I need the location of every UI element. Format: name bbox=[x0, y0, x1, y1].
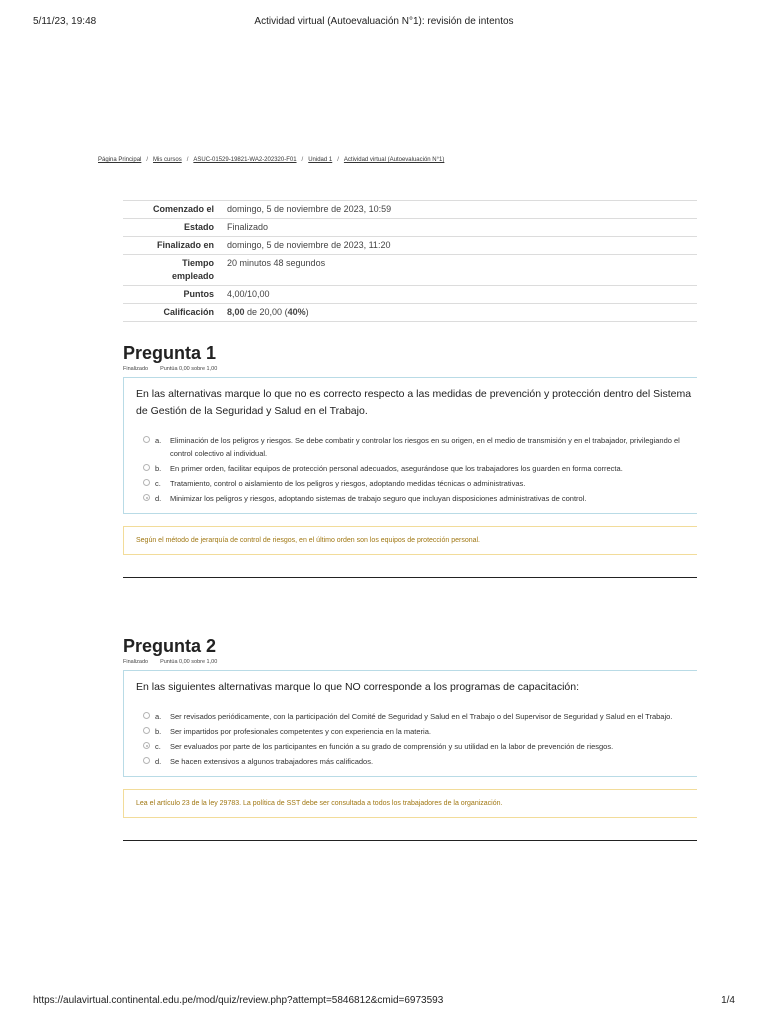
print-footer bbox=[33, 993, 735, 1009]
print-header bbox=[33, 14, 735, 32]
answer-option[interactable] bbox=[136, 755, 697, 768]
print-url: https://aulavirtual.continental.edu.pe/mod/quiz/review.php?attempt=5846812&cmid=6973593 bbox=[33, 995, 444, 1006]
question-status: Finalizado bbox=[123, 366, 149, 372]
option-letter: c. bbox=[155, 742, 161, 751]
summary-label: Calificación bbox=[163, 307, 214, 317]
option-text: Ser revisados periódicamente, con la participación del Comité de Seguridad y Salud en el Trabajo o del Supervisor de Seguridad y Salud en el Trabajo. bbox=[170, 712, 673, 721]
breadcrumb bbox=[98, 157, 444, 163]
grade-percent: 40% bbox=[287, 307, 306, 317]
question-title: Pregunta 2 bbox=[123, 636, 217, 656]
option-letter: d. bbox=[155, 757, 162, 766]
attempt-summary-table bbox=[123, 200, 697, 322]
radio-button[interactable] bbox=[143, 712, 150, 719]
radio-button-selected[interactable] bbox=[143, 742, 150, 749]
question-score: Puntúa 0,00 sobre 1,00 bbox=[160, 659, 218, 665]
option-text: Tratamiento, control o aislamiento de los peligros y riesgos, adoptando medidas técnicas o administrativas. bbox=[170, 479, 526, 488]
breadcrumb-home-link[interactable]: Página Principal bbox=[98, 157, 142, 163]
breadcrumb-separator: / bbox=[146, 157, 149, 163]
answer-option[interactable] bbox=[136, 434, 697, 460]
radio-button[interactable] bbox=[143, 757, 150, 764]
breadcrumb-unit-link[interactable]: Unidad 1 bbox=[308, 157, 333, 163]
breadcrumb-activity-link[interactable]: Actividad virtual (Autoevaluación N°1) bbox=[343, 157, 445, 163]
summary-row bbox=[123, 219, 697, 237]
breadcrumb-separator: / bbox=[301, 157, 304, 163]
question-text: En las siguientes alternativas marque lo que NO corresponde a los programas de capacitación: bbox=[136, 681, 579, 693]
summary-row bbox=[123, 201, 697, 219]
option-text: Ser impartidos por profesionales competentes y con experiencia en la materia. bbox=[170, 727, 431, 736]
answer-option[interactable] bbox=[136, 710, 697, 723]
grade-score: 8,00 bbox=[227, 307, 245, 317]
radio-button[interactable] bbox=[143, 436, 150, 443]
feedback-text: Lea el artículo 23 de la ley 29783. La política de SST debe ser consultada a todos los trabajadores de la organización. bbox=[136, 800, 503, 807]
radio-button-selected[interactable] bbox=[143, 494, 150, 501]
answer-option[interactable] bbox=[136, 477, 697, 490]
option-text: Minimizar los peligros y riesgos, adoptando sistemas de trabajo seguro que incluyan disposiciones administrativas de control. bbox=[170, 494, 587, 503]
summary-label bbox=[123, 255, 221, 286]
option-letter: a. bbox=[155, 436, 162, 445]
breadcrumb-separator: / bbox=[186, 157, 189, 163]
print-title: Actividad virtual (Autoevaluación N°1): revisión de intentos bbox=[254, 16, 514, 27]
question-1 bbox=[123, 343, 697, 578]
question-divider bbox=[123, 577, 697, 578]
option-text: Se hacen extensivos a algunos trabajadores más calificados. bbox=[170, 757, 374, 766]
question-box bbox=[123, 377, 697, 514]
question-meta bbox=[123, 659, 697, 665]
grade-middle: de 20,00 ( bbox=[244, 307, 288, 317]
answer-option[interactable] bbox=[136, 740, 697, 753]
summary-value-grade bbox=[221, 304, 697, 322]
summary-label: Puntos bbox=[183, 289, 214, 299]
summary-row bbox=[123, 304, 697, 322]
radio-button[interactable] bbox=[143, 464, 150, 471]
question-title: Pregunta 1 bbox=[123, 343, 217, 363]
option-letter: c. bbox=[155, 479, 161, 488]
page-number: 1/4 bbox=[721, 995, 735, 1006]
option-letter: b. bbox=[155, 464, 162, 473]
summary-label-text: Tiempo empleado bbox=[171, 258, 214, 281]
summary-value: domingo, 5 de noviembre de 2023, 11:20 bbox=[227, 240, 391, 250]
radio-button[interactable] bbox=[143, 727, 150, 734]
option-text: En primer orden, facilitar equipos de protección personal adecuados, asegurándose que los trabajadores los guarden en forma correcta. bbox=[170, 464, 623, 473]
question-2 bbox=[123, 636, 697, 841]
summary-label: Finalizado en bbox=[156, 240, 214, 250]
summary-row bbox=[123, 237, 697, 255]
summary-label: Estado bbox=[183, 222, 214, 232]
summary-value: 20 minutos 48 segundos bbox=[227, 258, 326, 268]
feedback-box bbox=[123, 526, 697, 555]
print-date: 5/11/23, 19:48 bbox=[33, 16, 97, 27]
answer-option[interactable] bbox=[136, 492, 697, 505]
answer-option[interactable] bbox=[136, 725, 697, 738]
summary-row bbox=[123, 255, 697, 286]
feedback-box bbox=[123, 789, 697, 818]
option-letter: d. bbox=[155, 494, 162, 503]
summary-row bbox=[123, 286, 697, 304]
question-status: Finalizado bbox=[123, 659, 149, 665]
answer-option[interactable] bbox=[136, 462, 697, 475]
summary-label: Comenzado el bbox=[152, 204, 214, 214]
radio-button[interactable] bbox=[143, 479, 150, 486]
breadcrumb-course-link[interactable]: ASUC-01529-19821-WA2-202320-F01 bbox=[193, 157, 297, 163]
question-box bbox=[123, 670, 697, 777]
grade-end: ) bbox=[305, 307, 309, 317]
option-letter: b. bbox=[155, 727, 162, 736]
question-meta bbox=[123, 366, 697, 372]
feedback-text: Según el método de jerarquía de control de riesgos, en el último orden son los equipos de protección personal. bbox=[136, 537, 480, 544]
question-score: Puntúa 0,00 sobre 1,00 bbox=[160, 366, 218, 372]
question-divider bbox=[123, 840, 697, 841]
breadcrumb-my-courses-link[interactable]: Mis cursos bbox=[153, 157, 182, 163]
option-text: Ser evaluados por parte de los participantes en función a su grado de comprensión y su utilidad en la labor de prevención de riesgos. bbox=[170, 742, 614, 751]
summary-value: 4,00/10,00 bbox=[227, 289, 270, 299]
summary-value: Finalizado bbox=[227, 222, 269, 232]
question-text: En las alternativas marque lo que no es correcto respecto a las medidas de prevención y protección dentro del Sistema de Gestión de la Seguridad y Salud en el Trabajo. bbox=[136, 388, 692, 417]
option-text: Eliminación de los peligros y riesgos. Se debe combatir y controlar los riesgos en su origen, en el medio de transmisión y en el trabajador, privilegiando el control colectivo al individual. bbox=[170, 436, 680, 458]
summary-value: domingo, 5 de noviembre de 2023, 10:59 bbox=[227, 204, 392, 214]
breadcrumb-separator: / bbox=[337, 157, 339, 163]
option-letter: a. bbox=[155, 712, 162, 721]
